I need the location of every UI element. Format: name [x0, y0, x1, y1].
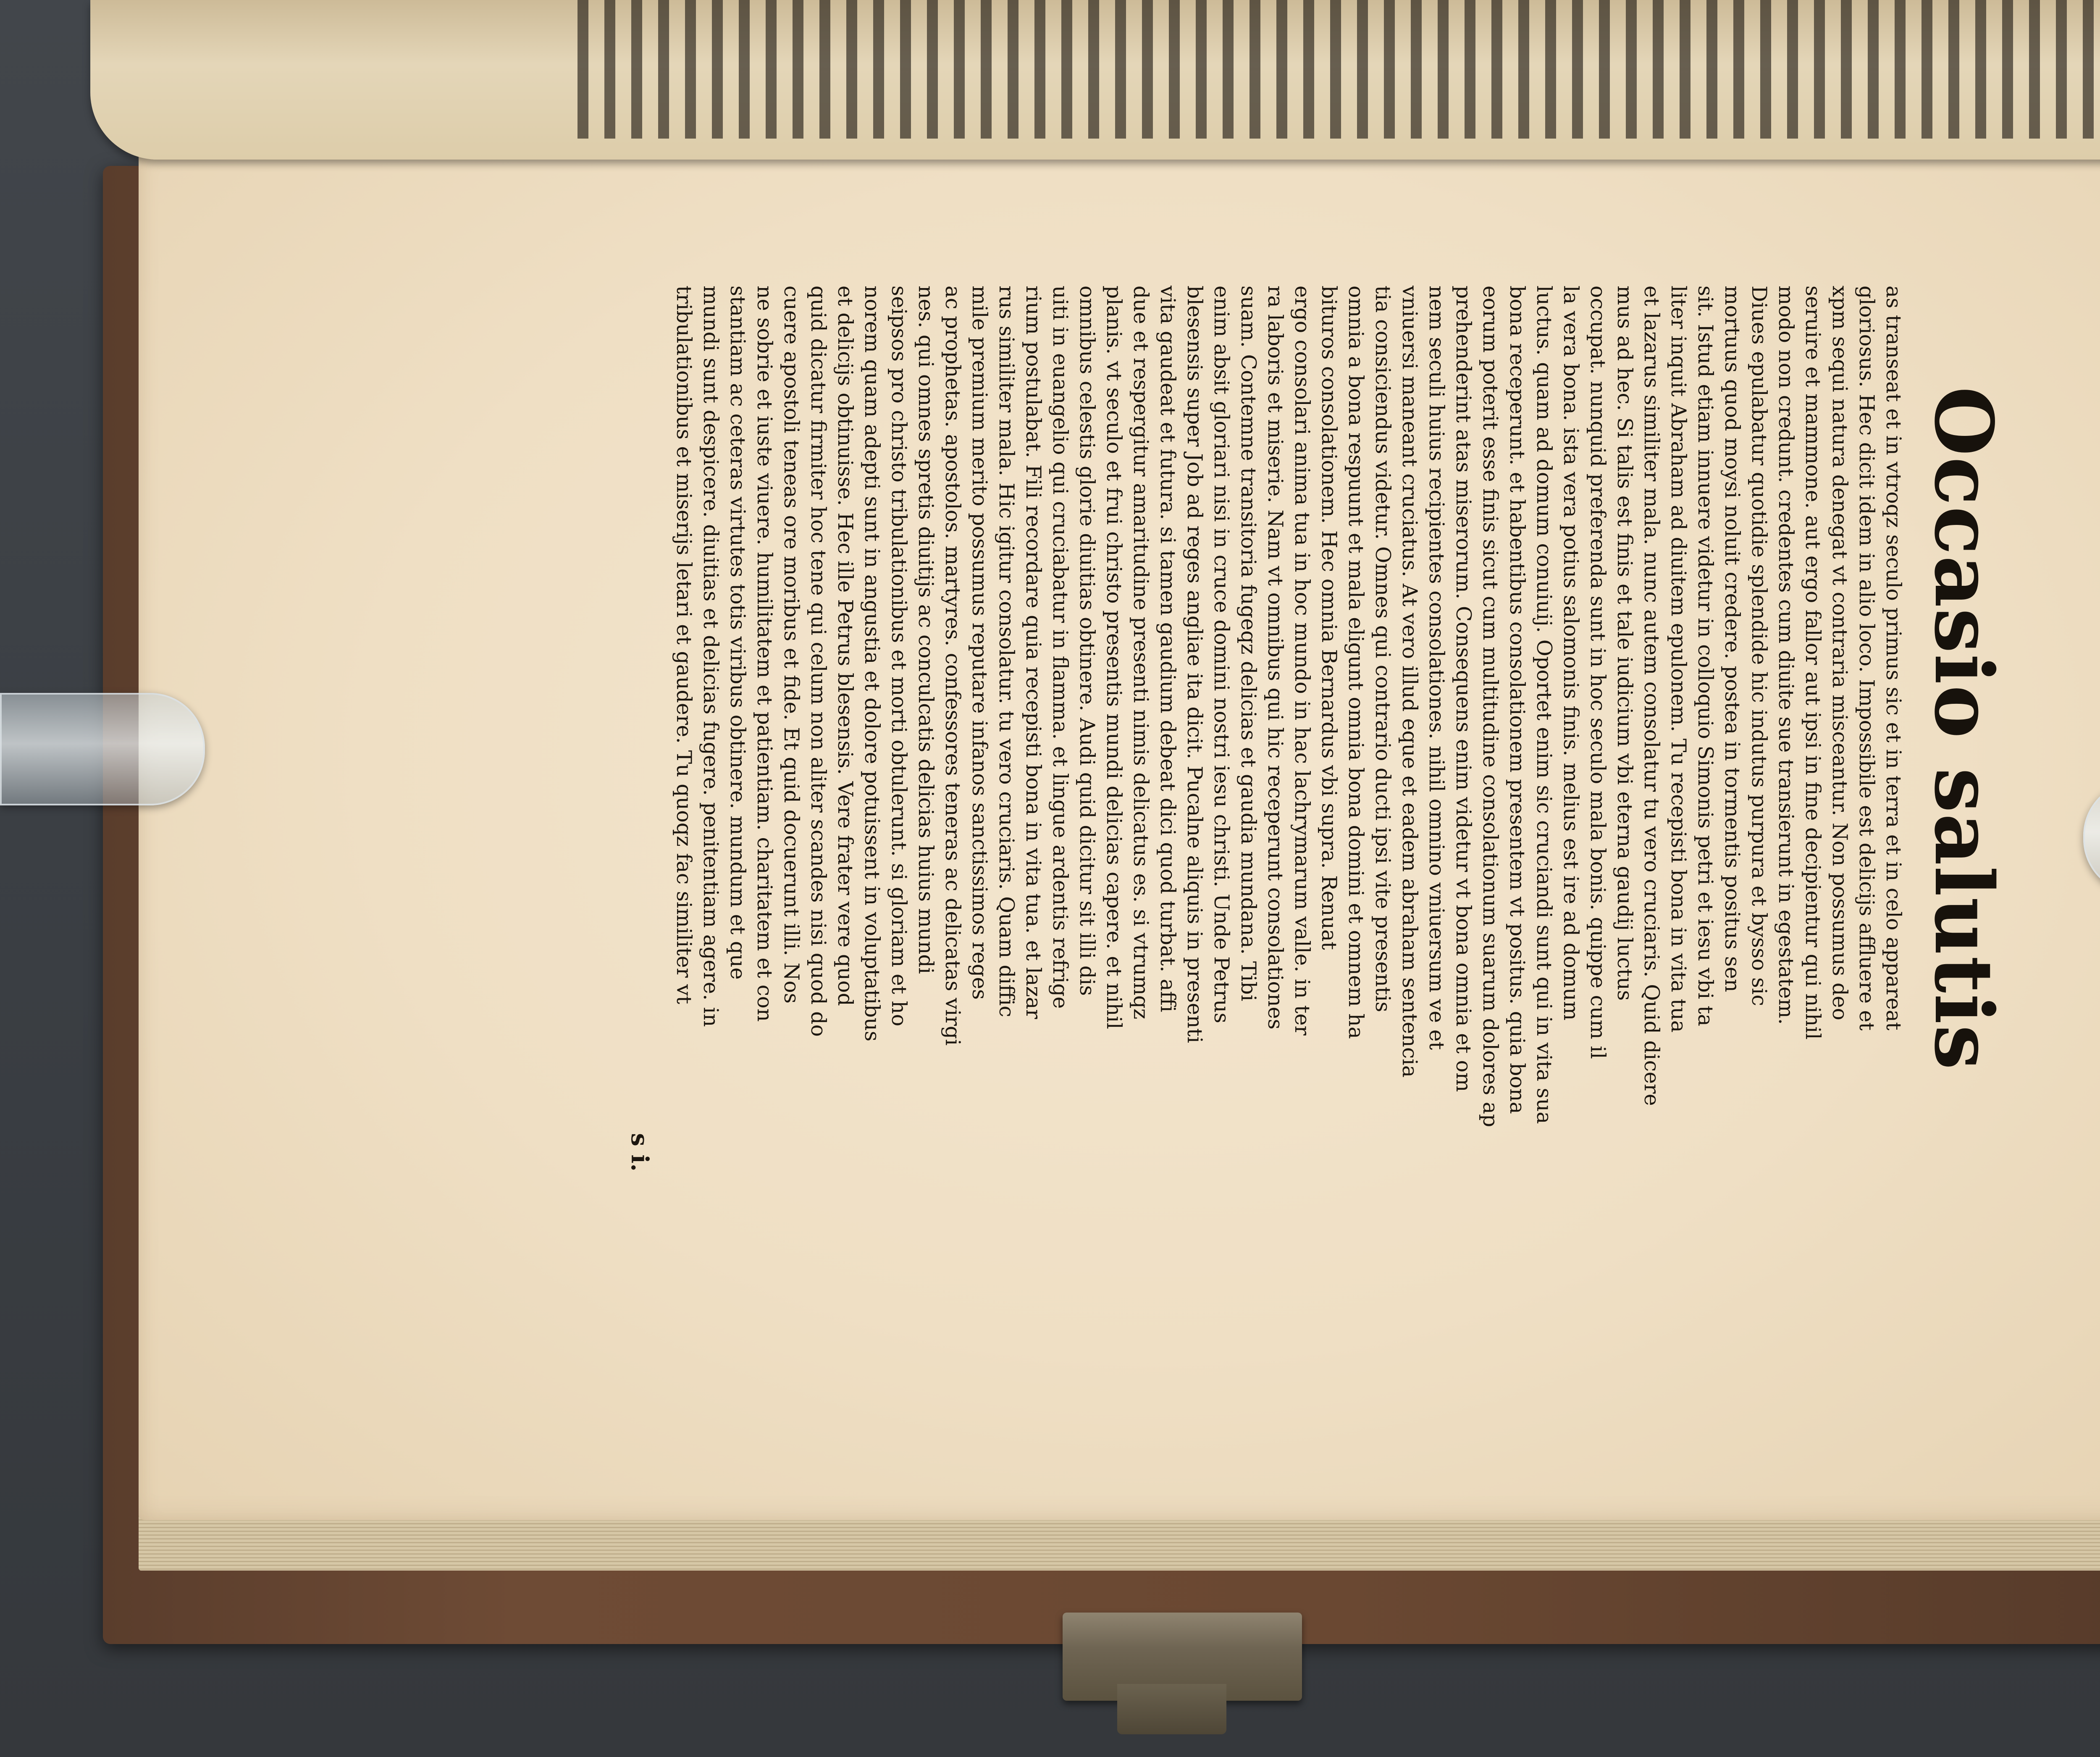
text-line: ne sobrie et iuste viuere. humilitatem et patientiam. charitatem et con [753, 286, 777, 1022]
text-line: vita gaudeat et futura. si tamen gaudium debeat dici quod turbat. affi [1156, 286, 1180, 1012]
text-line: omnia a bona respuunt et mala eligunt omnia bona domini et omnem ha [1344, 286, 1368, 1039]
text-line: bituros consolationem. Hec omnia Bernardus vbi supra. Renuat [1317, 286, 1341, 950]
rotated-page-text [487, 286, 2011, 1172]
text-line: ergo consolari anima tua in hoc mundo in hac lachrymarum valle. in ter [1290, 286, 1314, 1036]
signature-mark: s i. [626, 1133, 654, 1172]
upper-page [90, 0, 2100, 160]
text-line: tia consiciendus videtur. Omnes qui contrario ducti ipsi vite presentis [1371, 286, 1395, 1012]
text-line: seipsos pro christo tribulationibus et morti obtulerunt. si gloriam et ho [887, 286, 911, 1027]
text-line: sit. Istud etiam innuere videtur in colloquio Simonis petri et iesu vbi ta [1693, 286, 1717, 1026]
text-line: gloriosus. Hec dicit idem in alio loco. Impossibile est delicijs affluere et [1855, 286, 1879, 1031]
text-line: rium postulabat. Fili recordare quia recepisti bona in vita tua. et lazar [1021, 286, 1045, 1019]
text-line: liter inquit Abraham ad diuitem epulonem. Tu recepisti bona in vita tua [1667, 286, 1690, 1033]
text-block [487, 286, 2011, 1172]
text-line: tribulationibus et miserijs letari et gaudere. Tu quoqz fac similiter vt [672, 286, 696, 1004]
text-line: prehenderint atas miserorum. Consequens enim videtur vt bona omnia et om [1452, 286, 1475, 1092]
text-line: stantiam ac ceteras virtutes totis viribus obtinere. mundum et que [726, 286, 750, 980]
text-line: occupat. nunquid preferenda sunt in hoc seculo mala bonis. quippe cum il [1586, 286, 1610, 1059]
text-line: suam. Contemne transitoria fugeqz delicias et gaudia mundana. Tibi [1236, 286, 1260, 1002]
text-line: mortuus quod moysi noluit credere. postea in tormentis positus sen [1720, 286, 1744, 992]
text-line: enim absit gloriari nisi in cruce domini nostri iesu christi. Unde Petrus [1210, 286, 1234, 1023]
text-line: rus similiter mala. Hic igitur consolatur. tu vero cruciaris. Quam diffic [995, 286, 1018, 1017]
text-line: et delicijs obtinuisse. Hec ille Petrus blesensis. Vere frater vere quod [833, 286, 857, 1006]
text-line: nem seculi huius recipientes consolationes. nihil omnino vniuersum ve et [1425, 286, 1449, 1050]
text-line: cuere apostoli teneas ore moribus et fide. Et quid docuerunt illi. Nos [780, 286, 803, 1004]
text-line: seruire et mammone. aut ergo fallor aut ipsi in fine decipientur qui nihil [1801, 286, 1825, 1040]
text-line: ra laboris et miserie. Nam vt omnibus qui hic receperunt consolationes [1263, 286, 1287, 1030]
text-line: modo non credunt. credentes cum diuite sue transierunt in egestatem. [1774, 286, 1798, 1025]
text-line: bona receperunt. et habentibus consolationem presentem vt positus. quia bona [1505, 286, 1529, 1114]
text-line: mile premium merito possumus reputare infanos sanctissimos reges [968, 286, 992, 1000]
text-line: vniuersi maneant cruciatus. At vero illud eque et eadem abraham sentencia [1398, 286, 1422, 1078]
text-line: mundi sunt despicere. diuitias et delicias fugere. penitentiam agere. in [699, 286, 723, 1027]
text-line: due et respergitur amaritudine presenti nimis delicatus es. si vtrumqz [1129, 286, 1153, 1020]
text-line: as transeat et in vtroqz seculo primus sic et in terra et in celo appareat [1882, 286, 1906, 1031]
text-line: nes. qui omnes spretis diuitijs ac conculcatis delicias huius mundi [914, 286, 938, 974]
text-line: mus ad hec. Si talis est finis et tale iudicium vbi eterna gaudij luctus [1613, 286, 1637, 1001]
page-heading: Occasio salutis [1917, 386, 2011, 1071]
body-text [670, 286, 1907, 1172]
text-line: Diues epulabatur quotidie splendide hic indutus purpura et bysso sic [1747, 286, 1771, 1006]
upper-page-text [578, 0, 2100, 139]
text-line: xpm sequi natura denegat vt contraria misceantur. Non possumus deo [1828, 286, 1852, 1020]
text-line: et lazarus similiter mala. nunc autem consolatur tu vero cruciaris. Quid dicere [1640, 286, 1664, 1106]
text-line: ac prophetas. apostolos. martyres. confessores teneras ac delicatas virgi [941, 286, 965, 1046]
text-line: la vera bona. ista vera potius salomonis finis. melius est ire ad domum [1559, 286, 1583, 1021]
text-line: quid dicatur firmiter hoc tene qui celum non aliter scandes nisi quod do [806, 286, 830, 1037]
glass-clip-left [0, 693, 205, 805]
text-line: blesensis super Job ad reges angliae ita dicit. Pucalne aliquis in presenti [1183, 286, 1207, 1044]
text-line: eorum poterit esse finis sicut cum multitudine consolationum suarum dolores ap [1478, 286, 1502, 1128]
text-line: luctus. quam ad domum conuiuij. Oportet enim sic cruciandi sunt qui in vita sua [1532, 286, 1556, 1124]
clasp-tab [1117, 1684, 1226, 1734]
text-line: omnibus celestis glorie diuitias obtinere. Audi quid dicitur sit illi dis [1075, 286, 1099, 996]
text-line: planis. vt seculo et frui christo presentis mundi delicias capere. et nihil [1102, 286, 1126, 1029]
text-line: uiti in euangelio qui cruciabatur in flamma. et lingue ardentis refrige [1048, 286, 1072, 1009]
text-line: norem quam adepti sunt in angustia et dolore potuissent in voluptatibus [860, 286, 884, 1042]
